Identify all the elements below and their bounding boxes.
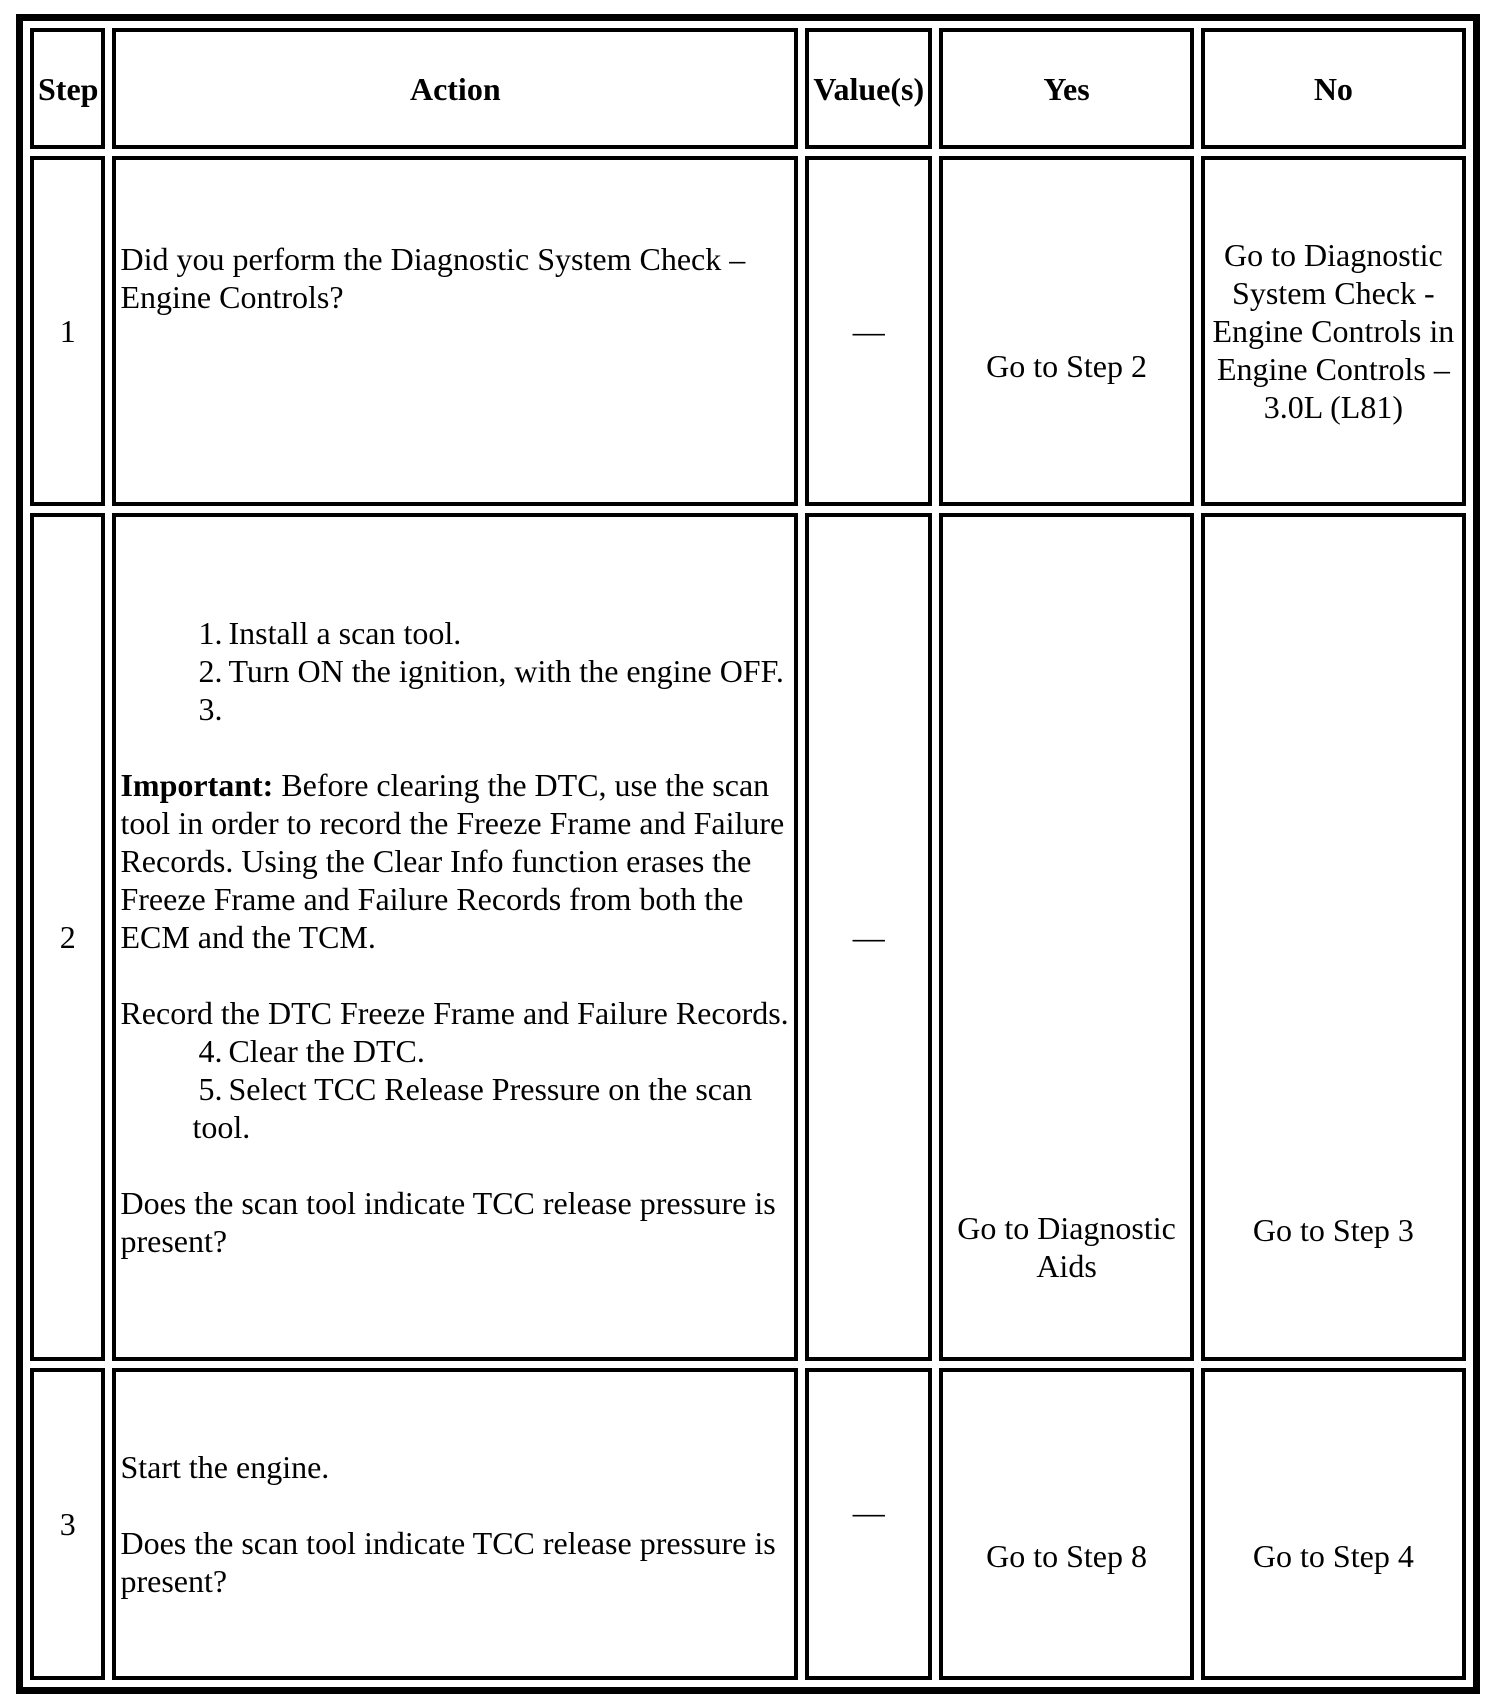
yes-cell: Go to Diagnostic Aids [939,513,1193,1361]
question-text: Does the scan tool indicate TCC release pressure is present? [120,1524,776,1599]
action-cell [112,513,798,1361]
table-row [30,1368,1466,1680]
header-row [30,28,1466,149]
header-step: Step [30,28,105,149]
important-text: Before clearing the DTC, use the scan tool in order to record the Freeze Frame and Failure Records. Using the Clear Info function erases the Freeze Frame and Failure Records from both the ECM and the TCM. [120,766,785,955]
list-item: 2. Turn ON the ignition, with the engine OFF. [198,652,784,689]
list-item: 1. Install a scan tool. [198,614,462,651]
action-cell [112,156,798,505]
header-yes: Yes [939,28,1193,149]
no-cell: Go to Step 4 [1201,1368,1466,1680]
important-label: Important: [120,766,274,803]
no-cell: Go to Diagnostic System Check - Engine Controls in Engine Controls – 3.0L (L81) [1201,156,1466,505]
procedure-list [120,614,790,728]
step-number: 1 [30,156,105,505]
action-text: Did you perform the Diagnostic System Check – Engine Controls? [120,241,746,316]
step-number: 2 [30,513,105,1361]
no-cell: Go to Step 3 [1201,513,1466,1361]
record-text: Record the DTC Freeze Frame and Failure Records. [120,994,789,1031]
header-no: No [1201,28,1466,149]
important-note [120,766,790,956]
step-number: 3 [30,1368,105,1680]
table-row [30,156,1466,505]
header-values: Value(s) [805,28,932,149]
action-text: Start the engine. [120,1448,330,1485]
question-text: Does the scan tool indicate TCC release pressure is present? [120,1184,776,1259]
list-item: 3. [198,690,223,727]
list-item: 4. Clear the DTC. [198,1032,425,1069]
value-cell: — [805,156,932,505]
table-row [30,513,1466,1361]
diagnostic-table [16,14,1480,1694]
action-cell [112,1368,798,1680]
value-cell: — [805,513,932,1361]
yes-cell: Go to Step 8 [939,1368,1193,1680]
yes-cell: Go to Step 2 [939,156,1193,505]
header-action: Action [112,28,798,149]
value-cell: — [805,1368,932,1680]
list-item: 5. Select TCC Release Pressure on the scan tool. [192,1070,753,1145]
procedure-list [120,1032,790,1070]
